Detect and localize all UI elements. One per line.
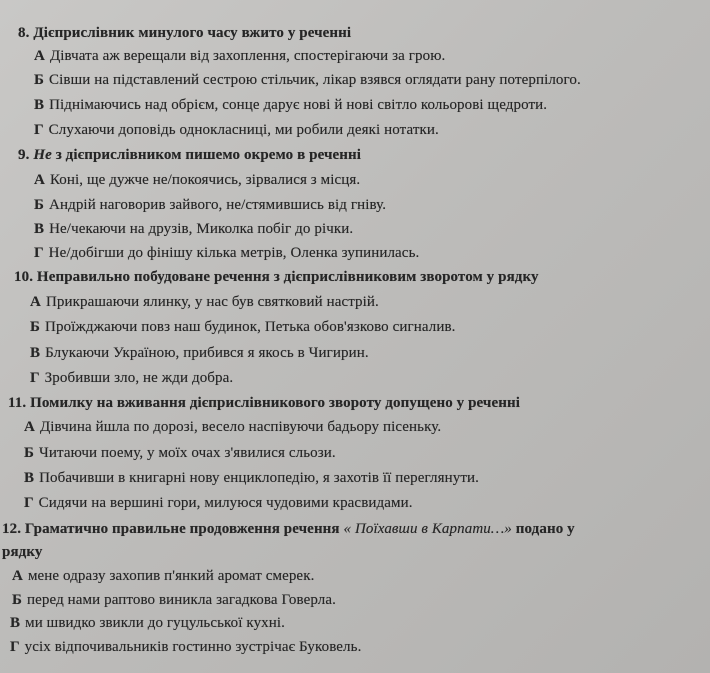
option-8d xyxy=(34,121,439,139)
option-letter: В xyxy=(34,97,45,113)
option-text: Андрій наговорив зайвого, не/стямившись від гніву. xyxy=(49,197,387,213)
option-letter: Г xyxy=(34,122,44,138)
question-10 xyxy=(14,268,539,286)
option-letter: Г xyxy=(24,495,34,511)
option-text: мене одразу захопив п'янкий аромат смерек. xyxy=(27,568,315,584)
option-letter: В xyxy=(34,221,45,237)
question-prompt: Неправильно побудоване речення з дієприслівниковим зворотом у рядку xyxy=(36,269,539,285)
option-12b xyxy=(12,591,336,609)
option-12d xyxy=(10,638,361,656)
option-text: Піднімаючись над обрієм, сонце дарує нові й нові світло кольорові щедроти. xyxy=(49,97,548,113)
question-number: 12. xyxy=(2,521,22,537)
option-letter: В xyxy=(30,345,41,361)
option-10d xyxy=(30,369,233,387)
option-text: Коні, ще дужче не/покоячись, зірвалися з місця. xyxy=(49,172,361,188)
option-letter: Б xyxy=(24,445,35,461)
question-number: 8. xyxy=(18,25,30,41)
option-8c xyxy=(34,96,547,114)
option-10b xyxy=(30,318,456,336)
option-text: Прикрашаючи ялинку, у нас був святковий настрій. xyxy=(45,294,379,310)
option-letter: А xyxy=(30,294,41,310)
option-text: Сидячи на вершині гори, милуюся чудовими красвидами. xyxy=(38,495,413,511)
option-text: Проїжджаючи повз наш будинок, Петька обов'язково сигналив. xyxy=(45,319,456,335)
question-number: 9. xyxy=(18,147,30,163)
option-9d xyxy=(34,244,419,262)
question-12-line2 xyxy=(2,543,42,561)
option-9c xyxy=(34,220,353,238)
question-9 xyxy=(18,146,361,164)
option-letter: Г xyxy=(34,245,44,261)
option-text: Дівчата аж верещали від захоплення, спостерігаючи за грою. xyxy=(49,48,446,64)
option-12a xyxy=(12,567,314,585)
option-text: Дівчина йшла по дорозі, весело наспівуючи бадьору пісеньку. xyxy=(39,419,442,435)
option-9b xyxy=(34,196,386,214)
option-12c xyxy=(10,614,285,632)
option-text: Зробивши зло, не жди добра. xyxy=(44,370,234,386)
question-number: 11. xyxy=(8,395,27,411)
option-text: перед нами раптово виникла загадкова Говерла. xyxy=(27,592,336,608)
question-prompt-tail: подано у xyxy=(515,521,575,537)
question-number: 10. xyxy=(14,269,34,285)
option-11b xyxy=(24,444,336,462)
question-prompt: Помилку на вживання дієприслівникового звороту допущено у реченні xyxy=(30,395,520,411)
option-letter: Б xyxy=(34,197,45,213)
option-text: Блукаючи Україною, прибився я якось в Чигирин. xyxy=(45,345,369,361)
question-emphasis: Не xyxy=(33,147,52,163)
option-letter: А xyxy=(34,48,45,64)
option-text: усіх відпочивальників гостинно зустрічає Буковель. xyxy=(24,639,362,655)
question-8 xyxy=(18,24,351,42)
option-letter: А xyxy=(24,419,35,435)
question-prompt: Граматично правильне продовження речення xyxy=(24,521,340,537)
question-11 xyxy=(8,394,520,412)
option-10c xyxy=(30,344,369,362)
option-11d xyxy=(24,494,413,512)
option-letter: В xyxy=(24,470,35,486)
option-11a xyxy=(24,418,441,436)
option-text: Слухаючи доповідь однокласниці, ми робили деякі нотатки. xyxy=(48,122,439,138)
question-12 xyxy=(2,520,575,538)
option-9a xyxy=(34,171,360,189)
option-letter: В xyxy=(10,615,21,631)
question-prompt: з дієприслівником пишемо окремо в реченні xyxy=(55,147,362,163)
option-text: Читаючи поему, у моїх очах з'явилися сльози. xyxy=(39,445,336,461)
option-letter: Г xyxy=(30,370,40,386)
option-letter: А xyxy=(34,172,45,188)
option-text: Не/чекаючи на друзів, Миколка побіг до річки. xyxy=(49,221,354,237)
option-text: Не/добігши до фінішу кілька метрів, Оленка зупинилась. xyxy=(48,245,420,261)
option-letter: Б xyxy=(12,592,23,608)
option-8a xyxy=(34,47,445,65)
option-letter: Г xyxy=(10,639,20,655)
option-10a xyxy=(30,293,379,311)
option-letter: Б xyxy=(30,319,41,335)
option-letter: А xyxy=(12,568,23,584)
question-prompt: Дієприслівник минулого часу вжито у реченні xyxy=(33,25,352,41)
option-text: Сівши на підставлений сестрою стільчик, лікар взявся оглядати рану потерпілого. xyxy=(49,72,581,88)
option-text: Побачивши в книгарні нову енциклопедію, я захотів її переглянути. xyxy=(39,470,479,486)
option-text: ми швидко звикли до гуцульської кухні. xyxy=(25,615,286,631)
question-quote: « Поїхавши в Карпати…» xyxy=(343,521,512,537)
option-letter: Б xyxy=(34,72,45,88)
question-prompt-line2: рядку xyxy=(2,544,43,560)
option-8b xyxy=(34,71,581,89)
option-11c xyxy=(24,469,479,487)
